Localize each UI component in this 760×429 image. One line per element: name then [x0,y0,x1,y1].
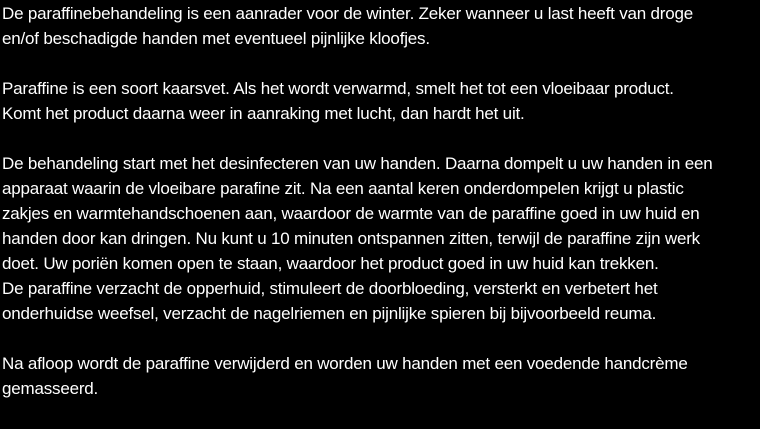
text-line: onderhuidse weefsel, verzacht de nagelriemen en pijnlijke spieren bij bijvoorbeeld reuma. [2,304,657,323]
text-line: De behandeling start met het desinfecteren van uw handen. Daarna dompelt u uw handen in een [2,154,713,173]
text-line: gemasseerd. [2,379,99,398]
paragraph-aftercare [2,351,758,401]
text-line: doet. Uw poriën komen open te staan, waardoor het product goed in uw huid kan trekken. [2,254,659,273]
text-line: De paraffine verzacht de opperhuid, stimuleert de doorbloeding, versterkt en verbetert het [2,279,658,298]
paragraph-what-is-paraffine [2,76,758,126]
text-line: Na afloop wordt de paraffine verwijderd en worden uw handen met een voedende handcrème [2,354,688,373]
text-line: zakjes en warmtehandschoenen aan, waardoor de warmte van de paraffine goed in uw huid en [2,204,700,223]
text-line: handen door kan dringen. Nu kunt u 10 minuten ontspannen zitten, terwijl de paraffine zijn werk [2,229,700,248]
text-line: Komt het product daarna weer in aanraking met lucht, dan hardt het uit. [2,104,525,123]
text-line: apparaat waarin de vloeibare parafine zit. Na een aantal keren onderdompelen krijgt u plastic [2,179,684,198]
text-line: Paraffine is een soort kaarsvet. Als het wordt verwarmd, smelt het tot een vloeibaar product. [2,79,674,98]
text-line: De paraffinebehandeling is een aanrader voor de winter. Zeker wanneer u last heeft van droge [2,4,694,23]
paragraph-treatment-steps [2,151,758,326]
text-line: en/of beschadigde handen met eventueel pijnlijke kloofjes. [2,29,430,48]
paragraph-intro [2,1,758,51]
